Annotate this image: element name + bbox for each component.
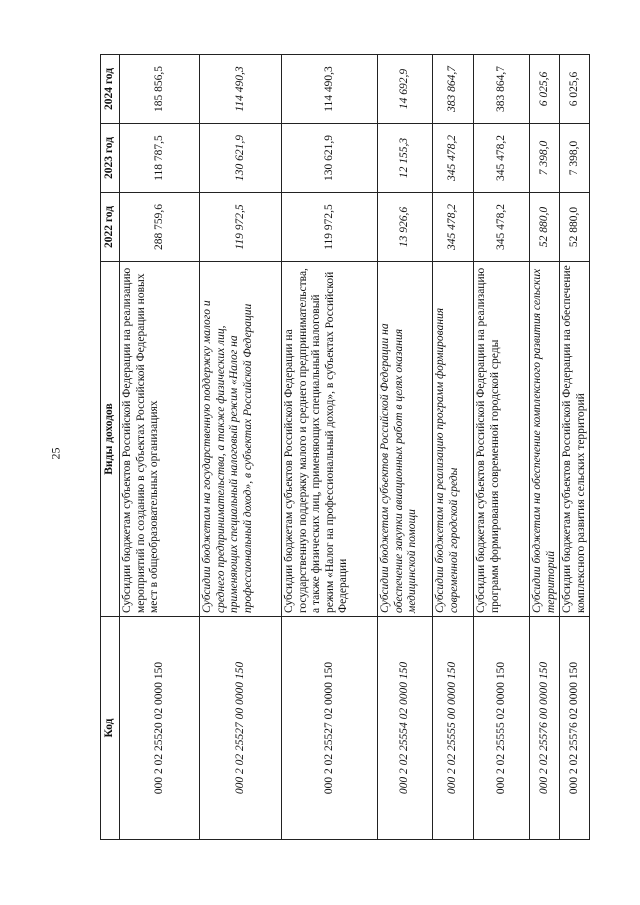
row-2024: 14 692,9 bbox=[378, 55, 433, 124]
row-2024: 383 864,7 bbox=[433, 55, 474, 124]
row-2022: 52 880,0 bbox=[530, 193, 560, 262]
row-name: Субсидии бюджетам субъектов Российской Федерации на реализацию мероприятий по созданию в субъектах Российской Федерации новых мест в общеобразовательных организациях bbox=[120, 262, 200, 617]
row-code: 000 2 02 25576 02 0000 150 bbox=[560, 617, 590, 840]
table-row bbox=[560, 55, 590, 840]
table-row bbox=[282, 55, 378, 840]
row-2022: 119 972,5 bbox=[200, 193, 282, 262]
row-2022: 345 478,2 bbox=[433, 193, 474, 262]
row-code: 000 2 02 25555 02 0000 150 bbox=[474, 617, 530, 840]
row-2022: 288 759,6 bbox=[120, 193, 200, 262]
page-number: 25 bbox=[48, 447, 63, 460]
row-2022: 345 478,2 bbox=[474, 193, 530, 262]
row-name: Субсидии бюджетам субъектов Российской Федерации на обеспечение закупки авиационных работ в целях оказания медицинской помощи bbox=[378, 262, 433, 617]
row-2022: 119 972,5 bbox=[282, 193, 378, 262]
row-2024: 185 856,5 bbox=[120, 55, 200, 124]
row-2023: 345 478,2 bbox=[433, 124, 474, 193]
row-2022: 13 926,6 bbox=[378, 193, 433, 262]
row-2022: 52 880,0 bbox=[560, 193, 590, 262]
table-row bbox=[433, 55, 474, 840]
row-code: 000 2 02 25520 02 0000 150 bbox=[120, 617, 200, 840]
row-2024: 114 490,3 bbox=[282, 55, 378, 124]
row-name: Субсидии бюджетам на реализацию программ формирования современной городской среды bbox=[433, 262, 474, 617]
row-name: Субсидии бюджетам на государственную поддержку малого и среднего предпринимательства, а также физических лиц, применяющих специальный налоговый режим «Налог на профессиональный доход», в субъектах Российской Федерации bbox=[200, 262, 282, 617]
header-income-type: Виды доходов bbox=[101, 262, 120, 617]
row-name: Субсидии бюджетам субъектов Российской Федерации на государственную поддержку малого и среднего предпринимательства, а также физических лиц, применяющих специальный налоговый режим «Налог на профессиональный доход», в субъектах Российской Федерации bbox=[282, 262, 378, 617]
row-2023: 7 398,0 bbox=[530, 124, 560, 193]
row-name: Субсидии бюджетам на обеспечение комплексного развития сельских территорий bbox=[530, 262, 560, 617]
row-code: 000 2 02 25576 00 0000 150 bbox=[530, 617, 560, 840]
header-code: Код bbox=[101, 617, 120, 840]
row-2023: 130 621,9 bbox=[200, 124, 282, 193]
row-2024: 6 025,6 bbox=[560, 55, 590, 124]
header-2023: 2023 год bbox=[101, 124, 120, 193]
row-code: 000 2 02 25527 02 0000 150 bbox=[282, 617, 378, 840]
table-row bbox=[474, 55, 530, 840]
row-code: 000 2 02 25555 00 0000 150 bbox=[433, 617, 474, 840]
income-table bbox=[100, 54, 590, 840]
row-code: 000 2 02 25527 00 0000 150 bbox=[200, 617, 282, 840]
row-name: Субсидии бюджетам субъектов Российской Федерации на реализацию программ формирования современной городской среды bbox=[474, 262, 530, 617]
row-2024: 6 025,6 bbox=[530, 55, 560, 124]
rotated-table-container bbox=[100, 55, 590, 840]
row-2023: 130 621,9 bbox=[282, 124, 378, 193]
table-row bbox=[200, 55, 282, 840]
row-2023: 7 398,0 bbox=[560, 124, 590, 193]
row-name: Субсидии бюджетам субъектов Российской Федерации на обеспечение комплексного развития сельских территорий bbox=[560, 262, 590, 617]
table-row bbox=[378, 55, 433, 840]
row-2024: 114 490,3 bbox=[200, 55, 282, 124]
header-2024: 2024 год bbox=[101, 55, 120, 124]
row-2024: 383 864,7 bbox=[474, 55, 530, 124]
table-row bbox=[530, 55, 560, 840]
row-2023: 12 155,3 bbox=[378, 124, 433, 193]
row-2023: 118 787,5 bbox=[120, 124, 200, 193]
row-code: 000 2 02 25554 02 0000 150 bbox=[378, 617, 433, 840]
table-header-row bbox=[101, 55, 120, 840]
header-2022: 2022 год bbox=[101, 193, 120, 262]
table-row bbox=[120, 55, 200, 840]
row-2023: 345 478,2 bbox=[474, 124, 530, 193]
